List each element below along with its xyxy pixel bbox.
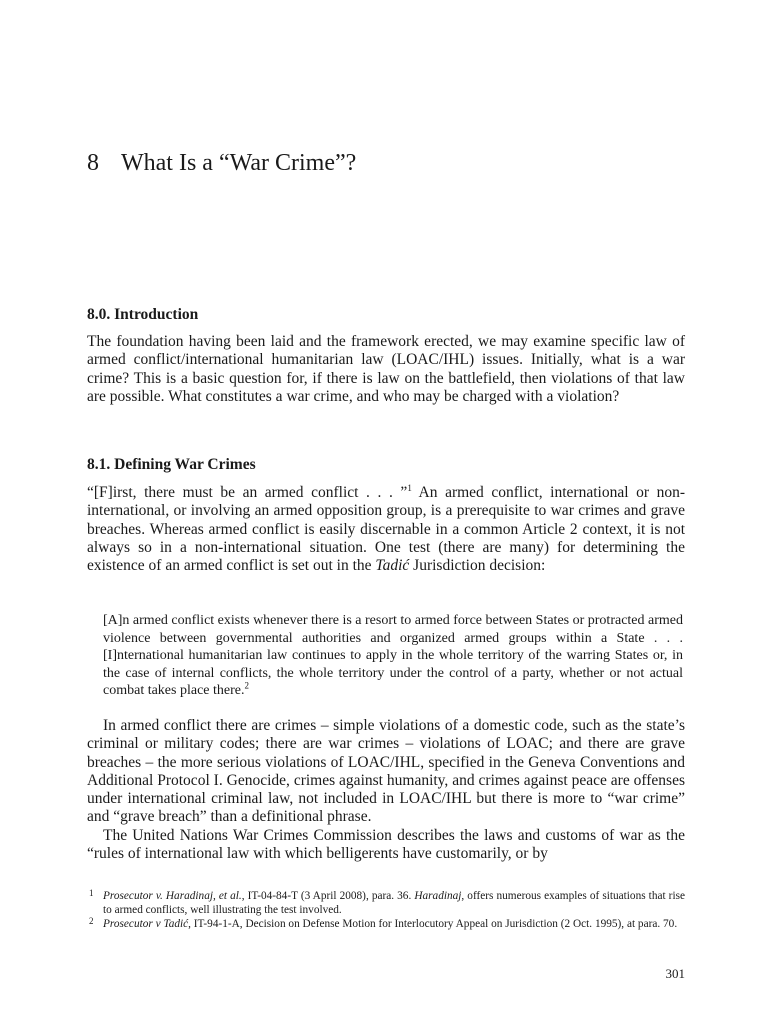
defining-paragraph-3: The United Nations War Crimes Commission describes the laws and customs of war as the “rules of international law with which belligerents have customarily, or by [87,827,685,863]
section-heading-defining-war-crimes: 8.1. Defining War Crimes [87,456,256,473]
footnote-number: 1 [89,888,94,898]
footnote-1-citation: , IT-04-84-T (3 April 2008), para. 36. [241,890,415,902]
defining-paragraph-1-text: An armed conflict, international or non-international, or involving an armed opposition group, is a prerequisite to war crimes and grave breaches. Whereas armed conflict is easily discernable in a common Article 2 context, it is not always so in a non-international situation. One test (there are many) for determining the existence of an armed conflict is set out in the [87,484,686,575]
footnote-1-case: Prosecutor v. Haradinaj, et al. [103,890,242,902]
footnote-1 [87,889,685,917]
introduction-paragraph: The foundation having been laid and the framework erected, we may examine specific law of armed conflict/international humanitarian law (LOAC/IHL) issues. Initially, what is a war crime? This is a basic question for, if there is law on the battlefield, then violations of that law are possible. What constitutes a war crime, and who may be charged with a violation? [87,333,685,405]
book-page [87,0,685,1024]
block-quote-text: [A]n armed conflict exists whenever there is a resort to armed force between States or protracted armed violence between governmental authorities and organized armed groups within a State . . . [I]nternational humanitarian law continues to apply in the whole territory of the warring States or, in the case of internal conflicts, the whole territory under the control of a party, whether or not actual combat takes place there. [103,613,683,698]
section-heading-introduction: 8.0. Introduction [87,306,199,323]
footnote-1-text: , offers numerous examples of situations that rise to armed conflicts, well illustrating the test involved. [103,890,685,916]
defining-paragraph-1 [87,484,685,575]
footnotes [87,889,685,931]
opening-quote: “[F]irst, there must be an armed conflict . . . ” [87,484,408,501]
footnote-number: 2 [89,916,94,926]
defining-paragraph-2: In armed conflict there are crimes – simple violations of a domestic code, such as the state’s criminal or military codes; there are war crimes – violations of LOAC; and there are grave breaches – the more serious violations of LOAC/IHL, specified in the Geneva Conventions and Additional Protocol I. Genocide, crimes against humanity, and crimes against peace are offenses under international criminal law, not included in LOAC/IHL but there is more to “war crime” and “grave breach” than a definitional phrase. [87,717,685,826]
defining-paragraph-1-end: Jurisdiction decision: [409,557,546,575]
chapter-title-text: What Is a “War Crime”? [121,150,357,176]
footnote-ref-2[interactable]: 2 [244,680,249,691]
tadic-case-name: Tadić [375,557,410,575]
footnote-2 [87,917,685,931]
page-number: 301 [665,966,685,981]
footnote-ref-1[interactable]: 1 [407,482,412,493]
chapter-title [87,150,356,177]
chapter-number: 8 [87,150,99,176]
footnote-2-case: Prosecutor v Tadić [103,918,189,930]
footnote-2-citation: , IT-94-1-A, Decision on Defense Motion for Interlocutory Appeal on Jurisdiction (2 Oct. 1995), at para. 70. [188,918,678,930]
block-quote [103,612,683,700]
footnote-1-case-short: Haradinaj [414,890,462,902]
